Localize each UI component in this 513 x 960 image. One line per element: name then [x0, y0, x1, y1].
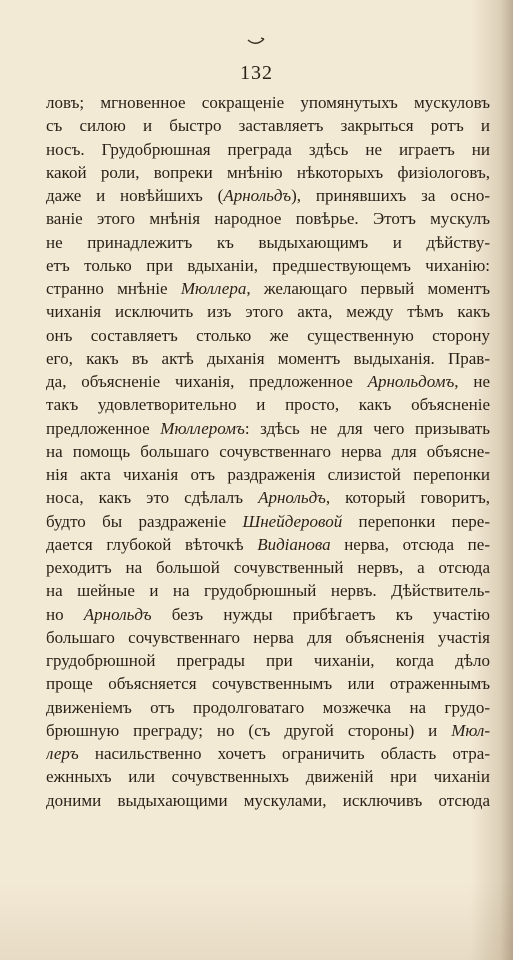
italic-name: Арнольдъ — [83, 604, 152, 624]
text-segment: на шейные и на грудобрюшный нервъ. Дѣйствитель- — [46, 581, 490, 601]
text-line — [46, 254, 490, 277]
text-segment: да, объясненіе чиханія, предложенное — [46, 372, 368, 391]
italic-name: Арнольдъ — [223, 186, 292, 205]
text-segment: , который говоритъ, — [325, 488, 490, 508]
text-segment: онъ составляетъ столько же существенную сторону — [46, 325, 490, 345]
text-segment: движеніемъ отъ продолговатаго мозжечка на грудо- — [46, 697, 490, 717]
text-line — [46, 626, 490, 649]
text-segment: будто бы раздраженіе — [46, 511, 243, 531]
text-segment: нія акта чиханія отъ раздраженія слизистой перепонки — [46, 465, 490, 484]
text-line — [46, 277, 490, 300]
text-segment: большаго сочувственнаго нерва для объясненія участія — [46, 627, 490, 647]
text-line — [46, 672, 490, 695]
text-segment: съ силою и быстро заставляетъ закрыться ротъ и — [46, 116, 490, 136]
text-line — [46, 789, 490, 812]
text-segment: но — [46, 604, 84, 624]
text-segment: чиханія исключить изъ этого акта, между тѣмъ какъ — [46, 302, 490, 322]
text-segment: грудобрюшной преграды при чиханіи, когда дѣло — [46, 651, 490, 670]
text-line — [46, 324, 490, 347]
italic-name: Арнольдъ — [258, 488, 326, 508]
text-line — [46, 417, 490, 440]
text-line — [46, 510, 490, 533]
text-segment: ваніе этого мнѣнія народное повѣрье. Этотъ мускулъ — [46, 209, 490, 229]
text-segment: какой роли, вопреки мнѣнію нѣкоторыхъ физіологовъ, — [46, 162, 490, 182]
text-line — [46, 579, 490, 602]
text-segment: брюшную преграду; но (съ другой стороны) и — [46, 720, 452, 740]
text-segment: даже и новѣйшихъ ( — [46, 186, 224, 205]
text-segment: на помощь большаго сочувственнаго нерва для объясне- — [46, 441, 490, 461]
text-line — [46, 649, 490, 672]
page-number: 132 — [240, 62, 273, 84]
text-segment: , желающаго первый моментъ — [246, 279, 490, 298]
text-segment: перепонки пере- — [342, 511, 490, 531]
italic-name: Арнольдомъ — [367, 372, 455, 391]
text-line — [46, 696, 490, 719]
italic-name: Мюл- — [451, 720, 490, 740]
text-line — [46, 603, 490, 626]
italic-name: Шнейдеровой — [242, 511, 343, 531]
text-line — [46, 138, 490, 161]
text-segment: проще объясняется сочувственнымъ или отраженнымъ — [46, 674, 490, 694]
text-line — [46, 207, 490, 230]
text-line — [46, 370, 490, 393]
text-line — [46, 556, 490, 579]
printer-mark-ornament — [246, 36, 266, 48]
text-segment: носа, какъ это сдѣлалъ — [46, 488, 259, 508]
text-segment: реходитъ на большой сочувственный нервъ, а отсюда — [46, 558, 490, 577]
text-line — [46, 91, 490, 114]
text-segment: : здѣсь не для чего призывать — [244, 418, 490, 438]
text-segment: насильственно хочетъ ограничить область отра- — [78, 744, 490, 763]
text-line — [46, 300, 490, 323]
text-segment: ловъ; мгновенное сокращеніе упомянутыхъ мускуловъ — [46, 93, 490, 112]
text-line — [46, 347, 490, 370]
text-line — [46, 114, 490, 137]
text-line — [46, 440, 490, 463]
text-line — [46, 393, 490, 416]
body-text — [46, 91, 490, 812]
text-segment: не принадлежитъ къ выдыхающимъ и дѣйству- — [46, 232, 490, 252]
italic-name: Мюллера — [180, 279, 247, 298]
text-segment: ), принявшихъ за осно- — [291, 186, 490, 205]
text-line — [46, 231, 490, 254]
text-segment: нерва, отсюда пе- — [330, 534, 490, 554]
italic-name: Видіанова — [257, 534, 331, 554]
text-segment: ежнныхъ или сочувственныхъ движеній нри чиханіи — [46, 767, 490, 787]
text-line — [46, 161, 490, 184]
text-segment: , не — [454, 372, 490, 391]
text-segment: его, какъ въ актѣ дыханія моментъ выдыханія. Прав- — [46, 348, 490, 368]
text-line — [46, 486, 490, 509]
text-segment: безъ нужды прибѣгаетъ къ участію — [151, 604, 490, 624]
text-segment: етъ только при вдыханіи, предшествующемъ чиханію: — [46, 255, 490, 275]
text-segment: дается глубокой вѣточкѣ — [46, 534, 258, 554]
text-segment: носъ. Грудобрюшная преграда здѣсь не играетъ ни — [46, 139, 490, 159]
text-line — [46, 533, 490, 556]
text-line — [46, 719, 490, 742]
text-segment: доними выдыхающими мускулами, исключивъ отсюда — [46, 790, 490, 810]
italic-name: Мюллеромъ — [160, 418, 245, 438]
text-segment: предложенное — [46, 418, 161, 438]
italic-name: леръ — [46, 744, 79, 763]
text-line — [46, 765, 490, 788]
text-line — [46, 184, 490, 207]
text-segment: такъ удовлетворительно и просто, какъ объясненіе — [46, 395, 490, 415]
text-line — [46, 742, 490, 765]
text-line — [46, 463, 490, 486]
text-segment: странно мнѣніе — [46, 279, 181, 298]
